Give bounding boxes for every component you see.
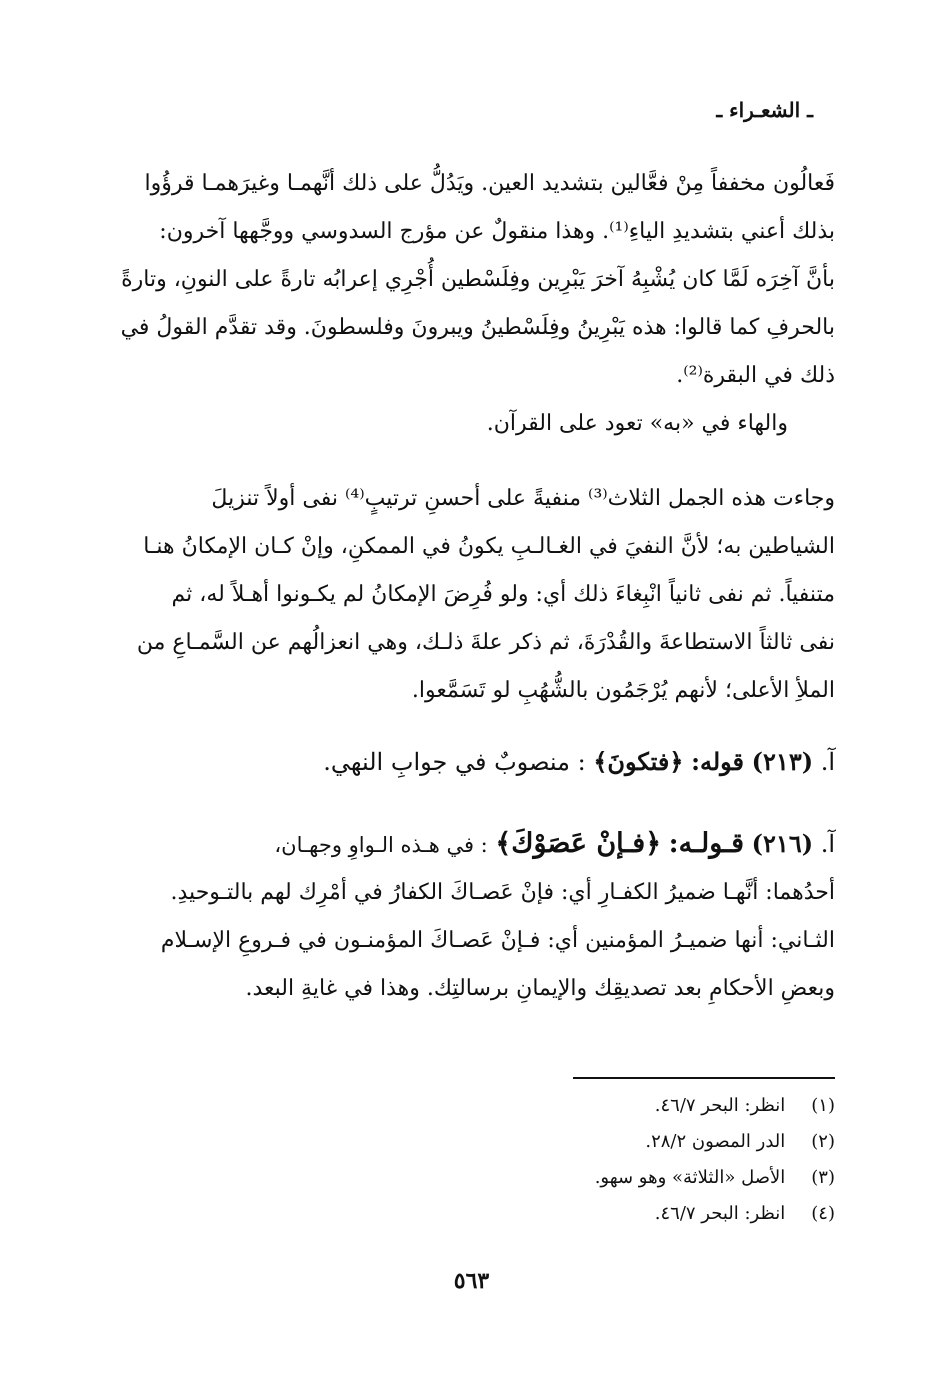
paragraph-1-line: بذلك أعني بتشديدِ الياءِ⁽¹⁾. وهذا منقولٌ عن مؤرج السدوسي ووجَّهها آخرون:	[159, 219, 835, 244]
paragraph-3-line: متنفياً. ثم نفى ثانياً انْبِغاءَ ذلك أي: ولو فُرِضَ الإمكانُ لم يكـونوا أهـلاً له، ثم	[171, 582, 835, 607]
verse-216-line: أحدُهما: أنَّهـا ضميرُ الكفـارِ أي: فإنْ عَصـاكَ الكفارُ في أمْرِك لهم بالتـوحيدِ.	[170, 880, 835, 905]
footnote-number: (٤)	[811, 1203, 835, 1224]
paragraph-1-line: فَعالُون مخففاً مِنْ فعَّالين بتشديد العين. ويَدُلُّ على ذلك أنَّهمـا وغيرَهمـا قرؤُوا	[144, 171, 835, 196]
ayah-marker: آ.	[820, 748, 835, 776]
paragraph-3-line: الشياطين به؛ لأنَّ النفيَ في الغـالـبِ يكونُ في الممكنِ، وإنْ كـان الإمكانُ هنـا	[143, 534, 835, 559]
quranic-quote: ﴿فـإنْ عَصَوْكَ﴾	[495, 828, 662, 859]
footnote-number: (٢)	[811, 1131, 835, 1152]
verse-comment: : في هـذه الـواوِ وجهـان،	[274, 833, 488, 857]
verse-comment: : منصوبٌ في جوابِ النهي.	[323, 748, 586, 776]
verse-number: (٢١٦)	[751, 829, 814, 858]
footnote	[235, 1088, 835, 1124]
footnote	[235, 1160, 835, 1196]
verse-216-section	[110, 820, 835, 1013]
ayah-marker: آ.	[820, 830, 835, 858]
paragraph-2-text: والهاء في «به» تعود على القرآن.	[486, 411, 788, 436]
footnotes	[235, 1088, 835, 1232]
footnote-number: (١)	[811, 1095, 835, 1116]
footnote-text: انظر: البحر ٤٦/٧.	[654, 1095, 786, 1116]
paragraph-3	[110, 475, 835, 715]
paragraph-1-line: بأنَّ آخِرَه لَمَّا كان يُشْبِهُ آخرَ يَبْرِين وفِلَسْطين أُجْرِي إعرابُه تارةً على النونِ، وتارةً	[121, 267, 835, 292]
paragraph-3-line: الملأِ الأعلى؛ لأنهم يُرْجَمُون بالشُّهُبِ لو تَسَمَّعوا.	[411, 678, 835, 703]
paragraph-1	[110, 160, 835, 400]
qawluhu-label: قوله:	[691, 747, 745, 776]
paragraph-3-line: نفى ثالثاً الاستطاعةَ والقُدْرَةَ، ثم ذكر علةَ ذلـك، وهي انعزالُهم عن السَّمـاعِ من	[136, 630, 835, 655]
paragraph-3-line: وجاءت هذه الجمل الثلاث⁽³⁾ منفيةً على أحسنِ ترتيبٍ⁽⁴⁾ نفى أولاً تنزيلَ	[211, 486, 835, 511]
qawluhu-label: قـولـه:	[668, 828, 745, 859]
running-header: ـ الشعـراء ـ	[716, 98, 813, 122]
quranic-quote: ﴿فتكونَ﴾	[593, 747, 684, 776]
footnote-text: الأصل «الثلاثة» وهو سهو.	[594, 1167, 786, 1188]
paragraph-2	[108, 400, 788, 448]
footnote-text: انظر: البحر ٤٦/٧.	[654, 1203, 786, 1224]
footnote-number: (٣)	[811, 1167, 835, 1188]
paragraph-1-line: ذلك في البقرة⁽²⁾.	[676, 363, 835, 388]
page-number: ٥٦٣	[453, 1268, 490, 1294]
paragraph-1-line: بالحرفِ كما قالوا: هذه يَبْرِينُ وفِلَسْطينُ ويبرونَ وفلسطونَ. وقد تقدَّم القولُ في	[120, 315, 835, 340]
verse-216-line: وبعضِ الأحكامِ بعد تصديقِك والإيمانِ برسالتِك. وهذا في غايةِ البعد.	[245, 976, 835, 1001]
verse-number: (٢١٣)	[751, 747, 814, 776]
verse-213-heading	[110, 740, 835, 784]
footnote-text: الدر المصون ٢٨/٢.	[645, 1131, 786, 1152]
footnote	[235, 1196, 835, 1232]
footnote-divider	[573, 1077, 835, 1079]
verse-216-heading	[110, 820, 835, 869]
verse-216-line: الثـاني: أنها ضميـرُ المؤمنين أي: فـإنْ عَصـاكَ المؤمنـون في فـروعِ الإسـلام	[160, 928, 835, 953]
footnote	[235, 1124, 835, 1160]
